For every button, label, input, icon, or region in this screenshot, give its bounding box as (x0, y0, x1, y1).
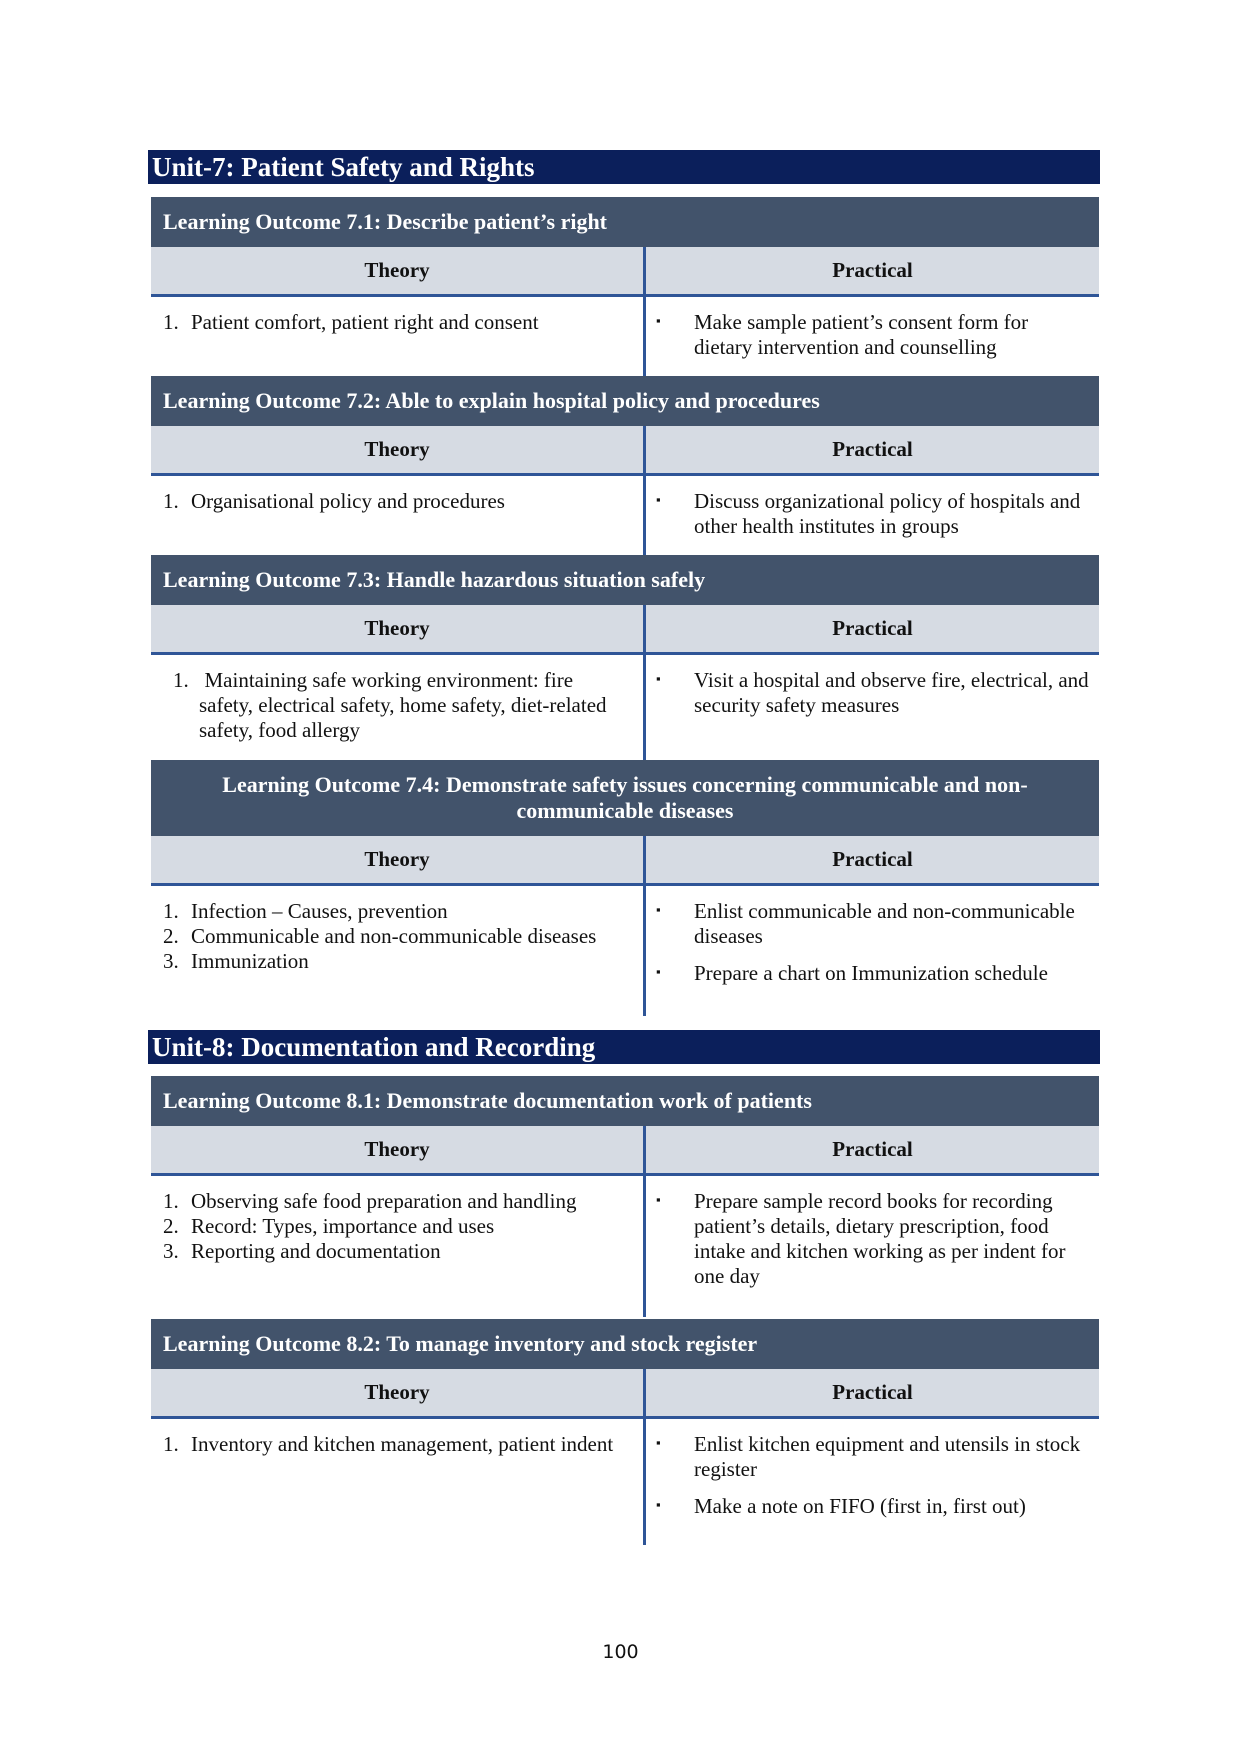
practical-header: Practical (643, 247, 1099, 294)
bullet-icon: ▪ (656, 902, 661, 917)
practical-item: ▪ Visit a hospital and observe fire, electrical, and security safety measures (656, 668, 1089, 717)
practical-cell (643, 297, 1099, 376)
practical-header: Practical (643, 605, 1099, 652)
practical-item: ▪ Enlist communicable and non-communicable diseases (656, 899, 1075, 948)
outcome-7-4-title: Learning Outcome 7.4: Demonstrate safety issues concerning communicable and non- communicable diseases (151, 760, 1099, 836)
bullet-icon: ▪ (656, 1192, 661, 1207)
theory-cell (151, 655, 643, 760)
outcome-7-1-title: Learning Outcome 7.1: Describe patient’s right (151, 197, 1099, 247)
practical-header: Practical (643, 1126, 1099, 1173)
theory-header: Theory (364, 847, 430, 871)
theory-header: Theory (364, 616, 430, 640)
theory-header: Theory (364, 258, 430, 282)
theory-cell (151, 1419, 643, 1545)
theory-cell (151, 476, 643, 555)
outcome-8-1-title: Learning Outcome 8.1: Demonstrate documentation work of patients (151, 1076, 1099, 1126)
practical-header: Practical (643, 1369, 1099, 1416)
theory-item: 1. Observing safe food preparation and handling (163, 1189, 577, 1213)
outcome-7-1-content (151, 297, 1099, 376)
practical-item: ▪ Prepare sample record books for recording patient’s details, dietary prescription, food intake and kitchen working as per indent for one day (656, 1189, 1066, 1288)
theory-item: 1. Patient comfort, patient right and consent (163, 310, 539, 334)
theory-item: 1. Organisational policy and procedures (163, 489, 505, 513)
theory-item: 2. Record: Types, importance and uses (163, 1214, 495, 1238)
outcome-7-2-title: Learning Outcome 7.2: Able to explain hospital policy and procedures (151, 376, 1099, 426)
theory-item: 1. Maintaining safe working environment: fire safety, electrical safety, home safety, diet-related safety, food allergy (173, 668, 607, 742)
practical-cell (643, 1176, 1099, 1317)
bullet-icon: ▪ (656, 1435, 661, 1450)
unit-7-title: Unit-7: Patient Safety and Rights (148, 150, 1100, 184)
unit-8-title: Unit-8: Documentation and Recording (148, 1030, 1100, 1064)
column-header-row (151, 1369, 1099, 1419)
outcome-8-2-title: Learning Outcome 8.2: To manage inventory and stock register (151, 1319, 1099, 1369)
theory-item: 1. Inventory and kitchen management, patient indent (163, 1432, 614, 1456)
practical-header: Practical (643, 836, 1099, 883)
theory-header: Theory (364, 1137, 430, 1161)
practical-cell (643, 655, 1099, 760)
practical-item: ▪ Make sample patient’s consent form for dietary intervention and counselling (656, 310, 1029, 359)
theory-item: 1. Infection – Causes, prevention (163, 899, 448, 923)
practical-cell (643, 1419, 1099, 1545)
page-number: 100 (602, 1641, 639, 1663)
column-header-row (151, 247, 1099, 297)
outcome-8-2-content (151, 1419, 1099, 1545)
practical-item: ▪ Make a note on FIFO (first in, first out) (656, 1494, 1026, 1518)
outcome-7-3-title: Learning Outcome 7.3: Handle hazardous situation safely (151, 555, 1099, 605)
theory-cell (151, 886, 643, 1016)
bullet-icon: ▪ (656, 492, 661, 507)
bullet-icon: ▪ (656, 671, 661, 686)
outcome-7-4-content (151, 886, 1099, 1016)
theory-header: Theory (364, 437, 430, 461)
theory-item: 2. Communicable and non-communicable diseases (163, 924, 597, 948)
theory-cell (151, 297, 643, 376)
practical-item: ▪ Enlist kitchen equipment and utensils in stock register (656, 1432, 1081, 1481)
column-header-row (151, 426, 1099, 476)
outcome-7-2-content (151, 476, 1099, 555)
practical-cell (643, 476, 1099, 555)
theory-item: 3. Reporting and documentation (163, 1239, 441, 1263)
column-header-row (151, 1126, 1099, 1176)
practical-cell (643, 886, 1099, 1016)
bullet-icon: ▪ (656, 313, 661, 328)
practical-item: ▪ Discuss organizational policy of hospitals and other health institutes in groups (656, 489, 1081, 538)
theory-header: Theory (364, 1380, 430, 1404)
column-header-row (151, 836, 1099, 886)
column-header-row (151, 605, 1099, 655)
theory-cell (151, 1176, 643, 1317)
theory-item: 3. Immunization (163, 949, 309, 973)
bullet-icon: ▪ (656, 1497, 661, 1512)
practical-header: Practical (643, 426, 1099, 473)
practical-item: ▪ Prepare a chart on Immunization schedule (656, 961, 1048, 985)
outcome-7-3-content (151, 655, 1099, 760)
bullet-icon: ▪ (656, 964, 661, 979)
outcome-8-1-content (151, 1176, 1099, 1317)
